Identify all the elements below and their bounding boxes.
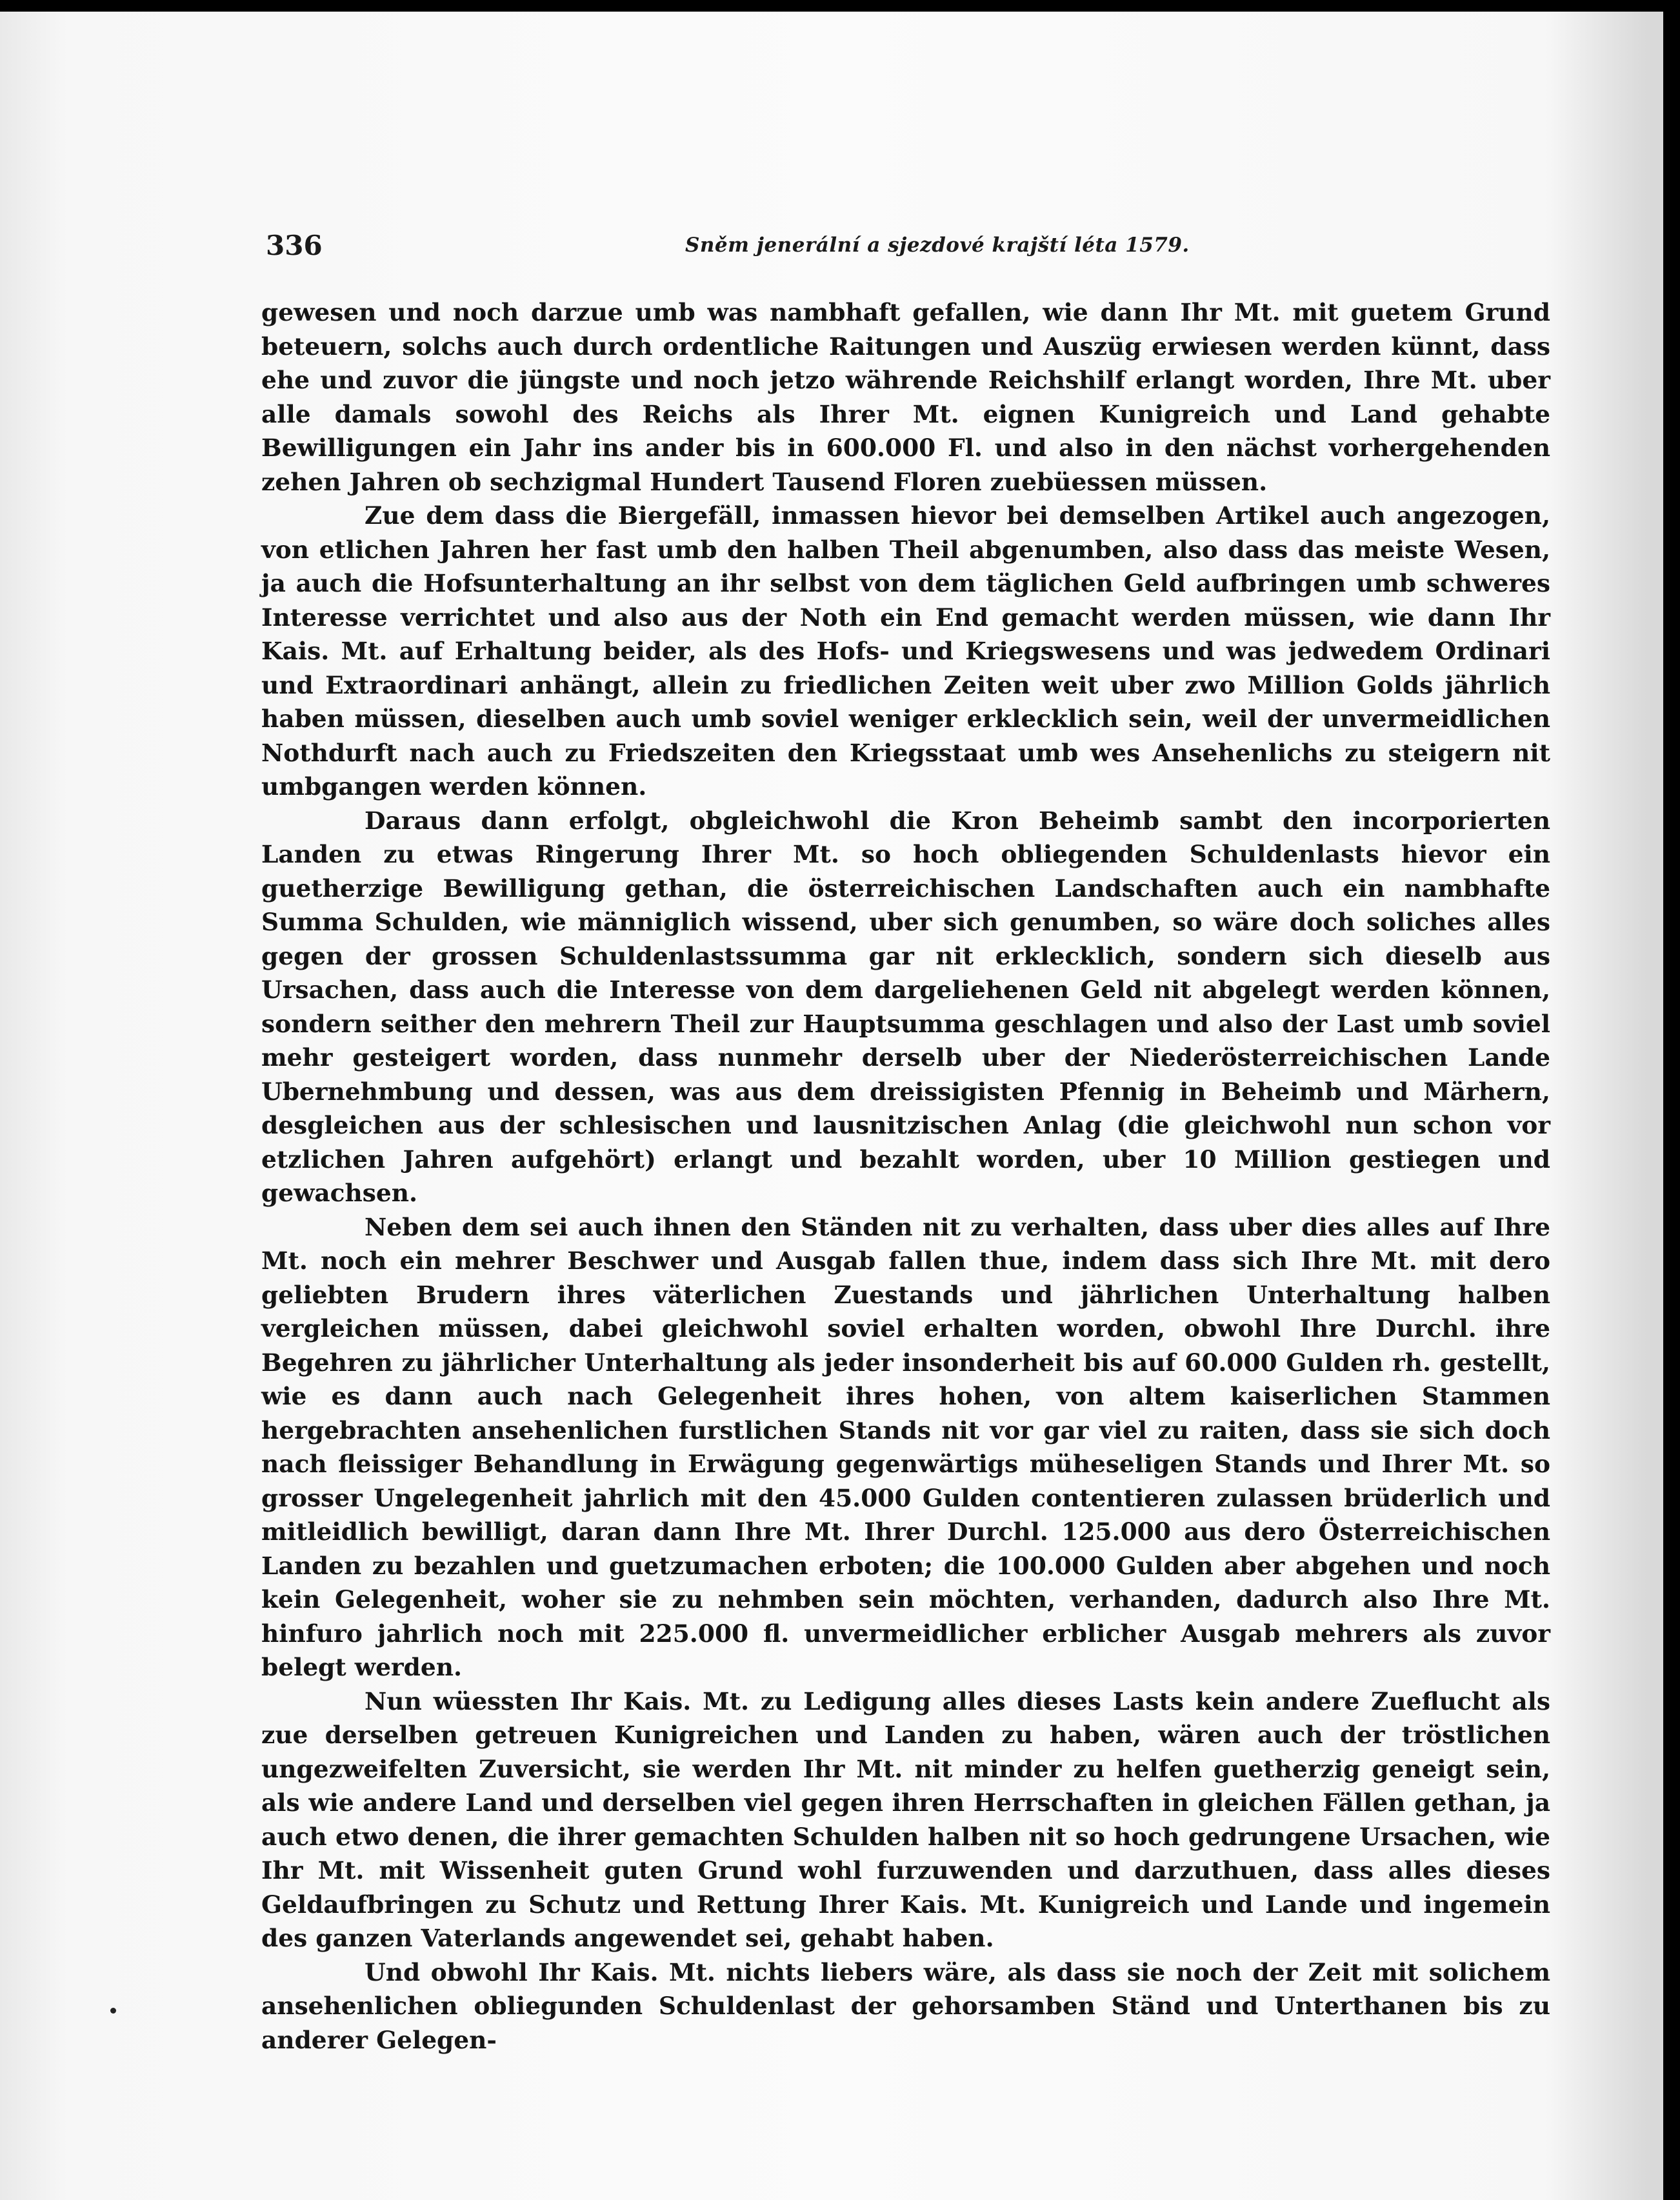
page-number: 336 xyxy=(266,230,323,261)
paragraph-4: Neben dem sei auch ihnen den Ständen nit zu verhalten, dass uber dies alles auf Ihre Mt. noch ein mehrer Beschwer und Ausgab fallen thue, indem dass sich Ihre Mt. mit dero geliebten Brudern ihres väterlichen Zuestands und jährlichen Unterhaltung halben vergleichen müssen, dabei gleichwohl soviel erhalten worden, obwohl Ihre Durchl. ihre Begehren zu jährlicher Unterhaltung als jeder insonderheit bis auf 60.000 Gulden rh. gestellt, wie es dann auch nach Gelegenheit ihres hohen, von altem kaiserlichen Stammen hergebrachten ansehenlichen furstlichen Stands nit vor gar viel zu raiten, dass sie sich doch nach fleissiger Behandlung in Erwägung gegenwärtigs müheseligen Stands und Ihrer Mt. so grosser Ungelegenheit jahrlich mit den 45.000 Gulden contentieren zulassen brüderlich und mitleidlich bewilligt, daran dann Ihre Mt. Ihrer Durchl. 125.000 aus dero Österreichischen Landen zu bezahlen und guetzumachen erboten; die 100.000 Gulden aber abgehen und noch kein Gelegenheit, woher sie zu nehmben sein möchten, verhanden, dadurch also Ihre Mt. hinfuro jahrlich noch mit 225.000 fl. unvermeidlicher erblicher Ausgab mehrers als zuvor belegt werden. xyxy=(261,1212,1550,1681)
paragraph-3: Daraus dann erfolgt, obgleichwohl die Kron Beheimb sambt den incorporierten Landen zu etwas Ringerung Ihrer Mt. so hoch obliegenden Schuldenlasts hievor ein guetherzige Bewilligung gethan, die österreichischen Landschaften auch ein nambhafte Summa Schulden, wie männiglich wissend, uber sich genumben, so wäre doch soliches alles gegen der grossen Schuldenlastssumma gar nit erklecklich, sondern sich dieselb aus Ursachen, dass auch die Interesse von dem dargeliehenen Geld nit abgelegt werden können, sondern seither den mehrern Theil zur Hauptsumma geschlagen und also der Last umb soviel mehr gesteigert worden, dass nunmehr derselb uber der Niederösterreichischen Lande Ubernehmbung und dessen, was aus dem dreissigisten Pfennig in Beheimb und Märhern, desgleichen aus der schlesischen und lausnitzischen Anlag (die gleichwohl nun schon vor etzlichen Jahren aufgehört) erlangt und bezahlt worden, uber 10 Million gestiegen und gewachsen. xyxy=(261,806,1550,1207)
paragraph-1: gewesen und noch darzue umb was nambhaft gefallen, wie dann Ihr Mt. mit guetem Grund beteuern, solchs auch durch ordentliche Raitungen und Auszüg erwiesen werden künnt, dass ehe und zuvor die jüngste und noch jetzo währende Reichshilf erlangt worden, Ihre Mt. uber alle damals sowohl des Reichs als Ihrer Mt. eignen Kunigreich und Land gehabte Bewilligungen ein Jahr ins ander bis in 600.000 Fl. und also in den nächst vorhergehenden zehen Jahren ob sechzigmal Hundert Tausend Floren zuebüessen müssen. xyxy=(261,298,1550,496)
paragraph-6: Und obwohl Ihr Kais. Mt. nichts liebers wäre, als dass sie noch der Zeit mit solichem ansehenlichen obliegunden Schuldenlast der gehorsamben Ständ und Unterthanen bis zu anderer Gelegen- xyxy=(261,1957,1550,2054)
page-header xyxy=(266,230,1548,268)
scan-speck xyxy=(110,2008,116,2014)
body-text xyxy=(261,295,1550,2057)
running-title: Sněm jenerální a sjezdové krajští léta 1579. xyxy=(685,234,1190,257)
scan-top-border xyxy=(0,0,1680,12)
paragraph-5: Nun wüessten Ihr Kais. Mt. zu Ledigung alles dieses Lasts kein andere Zueflucht als zue derselben getreuen Kunigreichen und Landen zu haben, wären auch der tröstlichen ungezweifelten Zuversicht, sie werden Ihr Mt. nit minder zu helfen guetherzig geneigt sein, als wie andere Land und derselben viel gegen ihren Herrschaften in gleichen Fällen gethan, ja auch etwo denen, die ihrer gemachten Schulden halben nit so hoch gedrungene Ursachen, wie Ihr Mt. mit Wissenheit guten Grund wohl furzuwenden und darzuthuen, dass alles dieses Geldaufbringen zu Schutz und Rettung Ihrer Kais. Mt. Kunigreich und Lande und ingemein des ganzen Vaterlands angewendet sei, gehabt haben. xyxy=(261,1686,1550,1952)
scan-right-border xyxy=(1663,0,1680,2200)
paragraph-2: Zue dem dass die Biergefäll, inmassen hievor bei demselben Artikel auch angezogen, von etlichen Jahren her fast umb den halben Theil abgenumben, also dass das meiste Wesen, ja auch die Hofsunterhaltung an ihr selbst von dem täglichen Geld aufbringen umb schweres Interesse verrichtet und also aus der Noth ein End gemacht werden müssen, wie dann Ihr Kais. Mt. auf Erhaltung beider, als des Hofs- und Kriegswesens und was jedwedem Ordinari und Extraordinari anhängt, allein zu friedlichen Zeiten weit uber zwo Million Golds jährlich haben müssen, dieselben auch umb soviel weniger erklecklich sein, weil der unvermeidlichen Nothdurft nach auch zu Friedszeiten den Kriegsstaat umb wes Ansehenlichs zu steigern nit umbgangen werden können. xyxy=(261,501,1550,801)
